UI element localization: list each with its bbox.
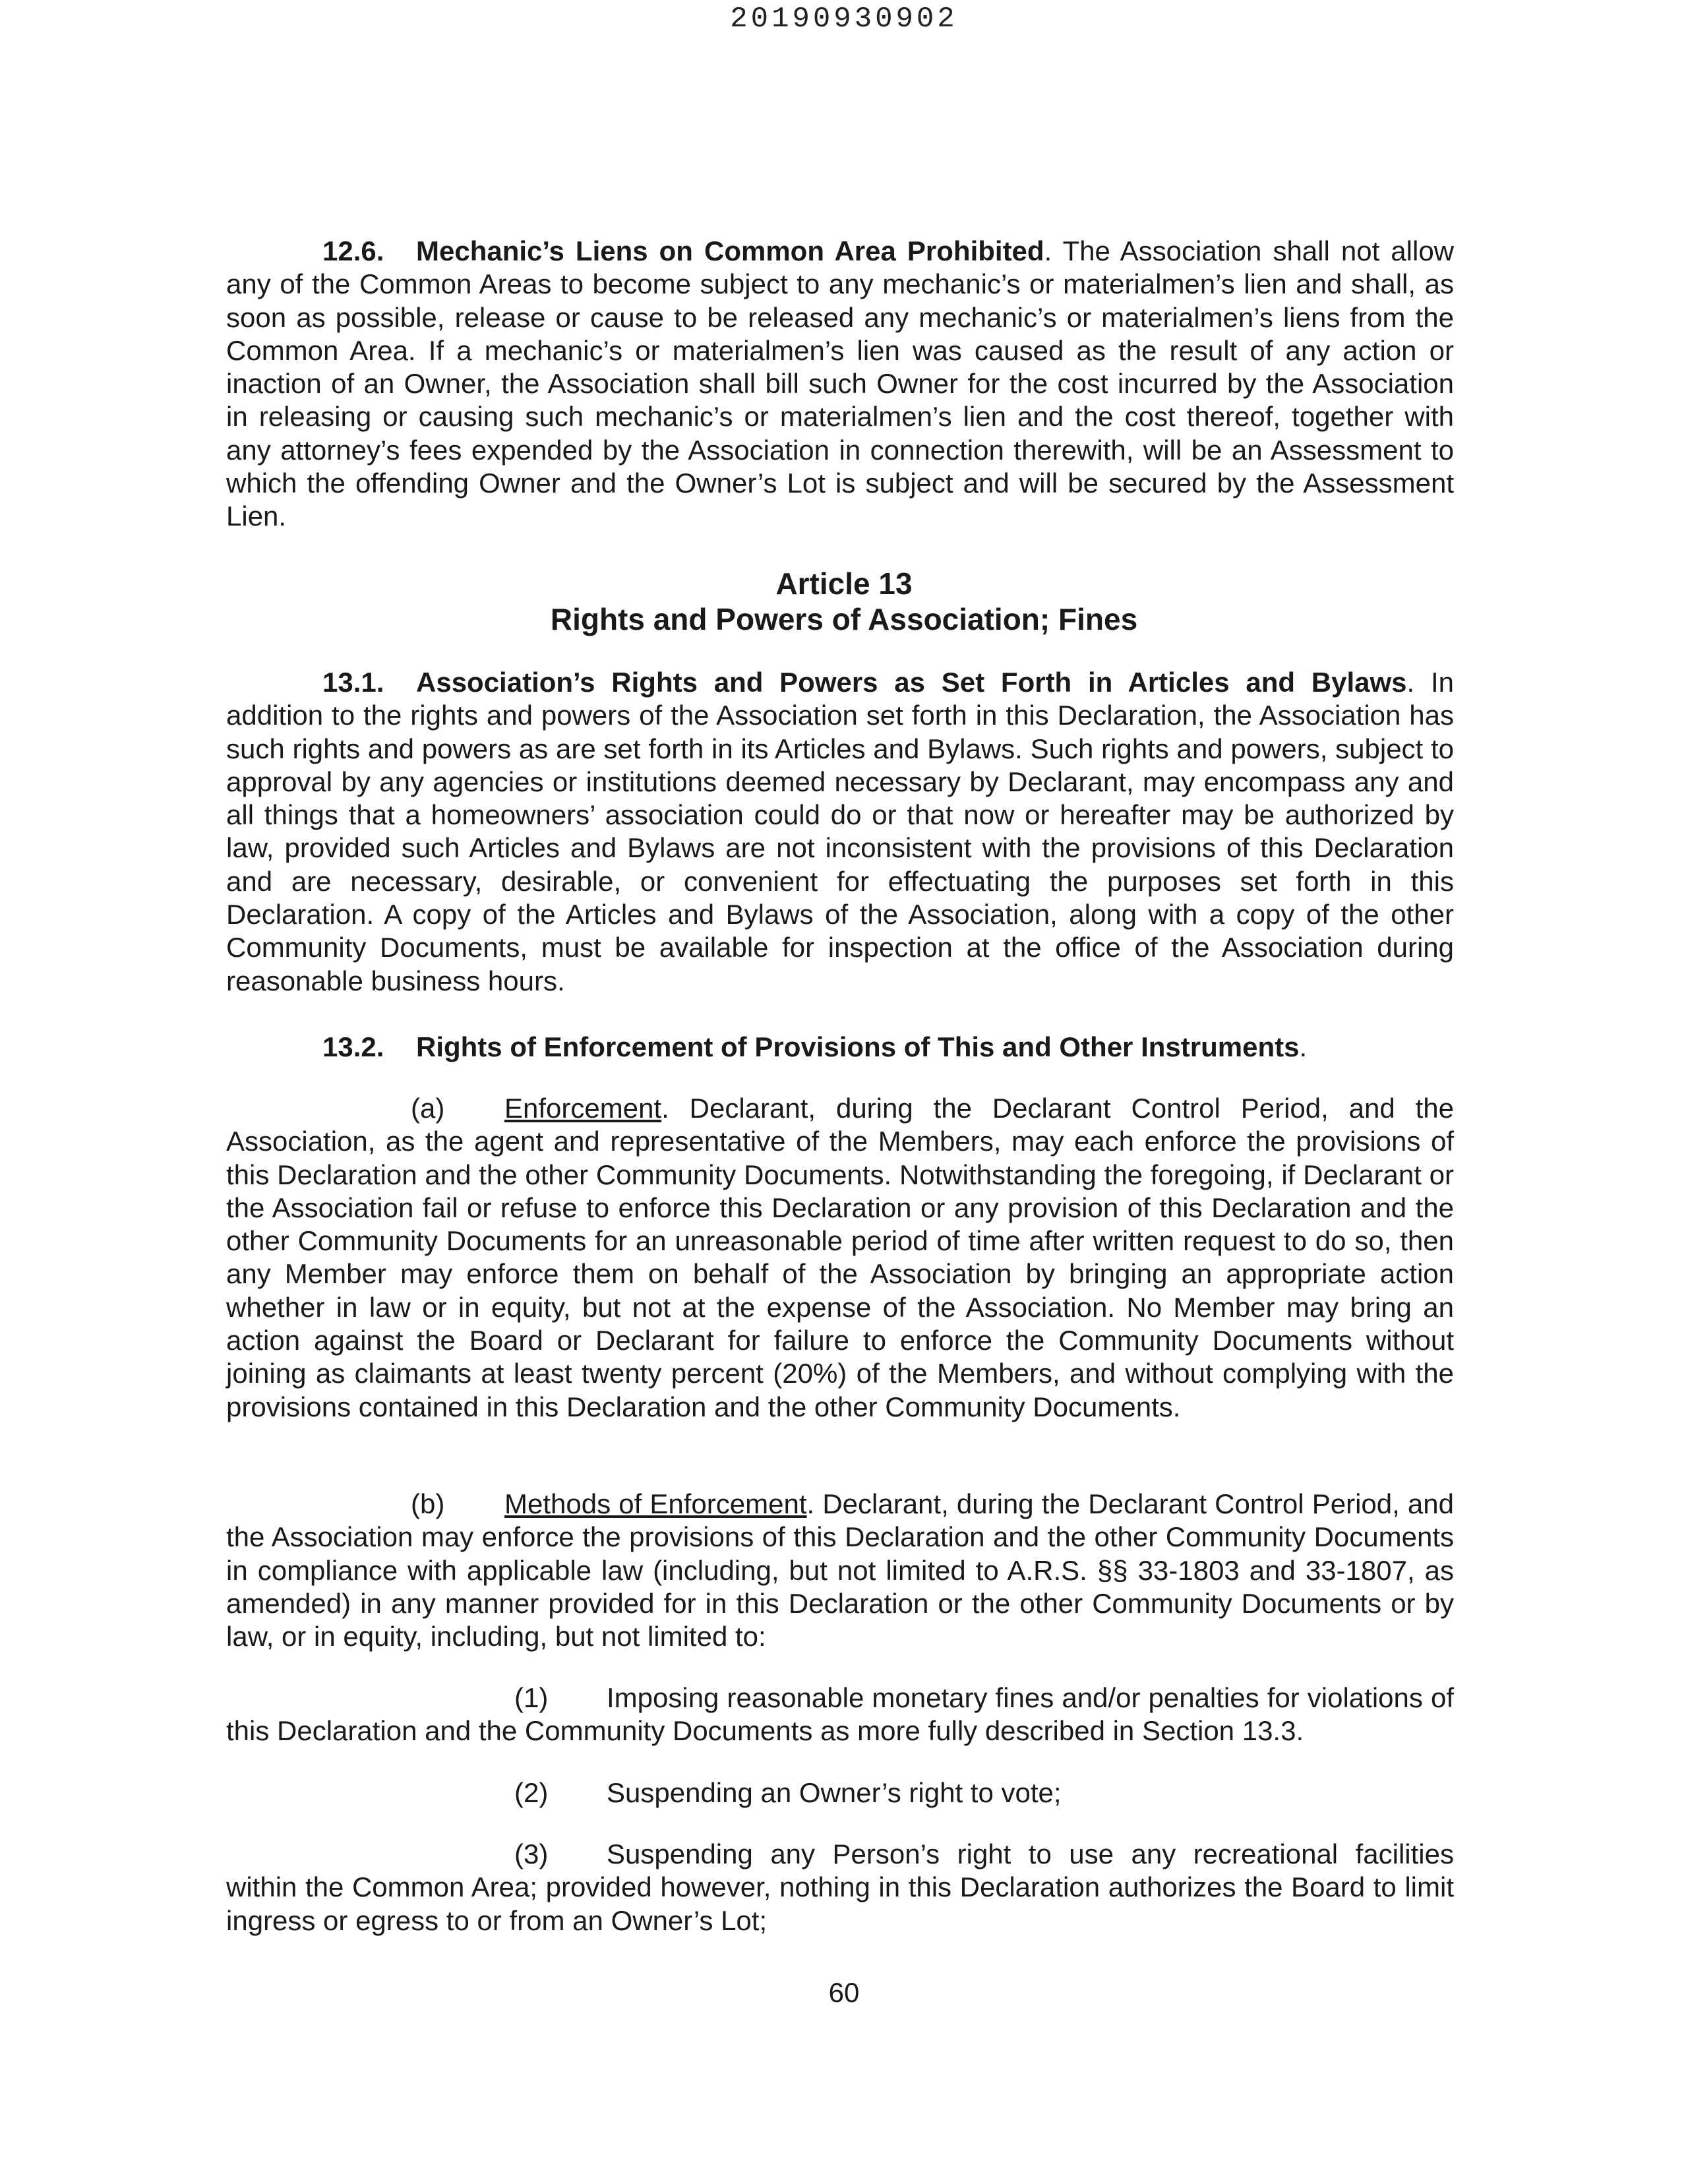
subsection-body: . Declarant, during the Declarant Control Period, and the Association, as the agent and representative of the Members, may each enforce the provisions of this Declaration and the other Community Documents. Notwithstanding the foregoing, if Declarant or the Association fail or refuse to enforce this Declaration or any provision of this Declaration and the other Community Documents for an unreasonable period of time after written request to do so, then any Member may enforce them on behalf of the Association by bringing an appropriate action whether in law or in equity, but not at the expense of the Association. No Member may bring an action against the Board or Declarant for failure to enforce the Community Documents without joining as claimants at least twenty percent (20%) of the Members, and without complying with the provisions contained in this Declaration and the other Community Documents. — [226, 1093, 1454, 1422]
subsection-b-paragraph — [226, 1488, 1454, 1653]
section-12-6-paragraph — [226, 235, 1454, 533]
section-13-2-heading — [226, 1031, 1454, 1064]
section-13-1-paragraph — [226, 666, 1454, 998]
list-item — [226, 1776, 1454, 1809]
article-heading: Article 13 — [775, 566, 913, 601]
subsection-label: (b) — [411, 1488, 445, 1519]
list-item-text: Imposing reasonable monetary fines and/or penalties for violations of this Declaration and the Community Documents as more fully described in Section 13.3. — [226, 1682, 1454, 1747]
list-item — [226, 1838, 1454, 1937]
subsection-label: (a) — [411, 1093, 445, 1124]
subsection-title: Enforcement — [504, 1093, 662, 1124]
section-title: Mechanic’s Liens on Common Area Prohibited — [416, 235, 1044, 266]
section-title-end: . — [1299, 1031, 1308, 1062]
subsection-a-paragraph — [226, 1092, 1454, 1424]
article-subheading: Rights and Powers of Association; Fines — [550, 602, 1138, 636]
recording-number: 20190930902 — [730, 3, 958, 36]
section-body: . The Association shall not allow any of the Common Areas to become subject to any mechanic’s or materialmen’s lien and shall, as soon as possible, release or cause to be released any mechanic’s or materialmen’s liens from the Common Area. If a mechanic’s or materialmen’s lien was caused as the result of any action or inaction of an Owner, the Association shall bill such Owner for the cost incurred by the Association in releasing or causing such mechanic’s or materialmen’s lien and the cost thereof, together with any attorney’s fees expended by the Association in connection therewith, will be an Assessment to which the offending Owner and the Owner’s Lot is subject and will be secured by the Assessment Lien. — [226, 235, 1455, 532]
section-title: Association’s Rights and Powers as Set Forth in Articles and Bylaws — [416, 667, 1407, 698]
list-item-label: (3) — [514, 1838, 549, 1869]
section-body: . In addition to the rights and powers of the Association set forth in this Declaration, the Association has such rights and powers as are set forth in its Articles and Bylaws. Such rights and powers, subject to approval by any agencies or institutions deemed necessary by Declarant, may encompass any and all things that a homeowners’ association could do or that now or hereafter may be authorized by law, provided such Articles and Bylaws are not inconsistent with the provisions of this Declaration and are necessary, desirable, or convenient for effectuating the purposes set forth in this Declaration. A copy of the Articles and Bylaws of the Association, along with a copy of the other Community Documents, must be available for inspection at the office of the Association during reasonable business hours. — [226, 667, 1454, 996]
subsection-body: . Declarant, during the Declarant Control Period, and the Association may enforce the provisions of this Declaration and the other Community Documents in compliance with applicable law (including, but not limited to A.R.S. §§ 33-1803 and 33-1807, as amended) in any manner provided for in this Declaration or the other Community Documents or by law, or in equity, including, but not limited to: — [226, 1488, 1454, 1653]
section-title: Rights of Enforcement of Provisions of This and Other Instruments — [416, 1031, 1300, 1062]
subsection-title: Methods of Enforcement — [504, 1488, 807, 1519]
page-number: 60 — [828, 1977, 860, 2008]
section-number: 13.2. — [322, 1031, 384, 1062]
list-item-text: Suspending any Person’s right to use any recreational facilities within the Common Area; provided however, nothing in this Declaration authorizes the Board to limit ingress or egress to or from an Owner’s Lot; — [226, 1838, 1454, 1936]
section-number: 12.6. — [322, 235, 384, 266]
section-number: 13.1. — [322, 667, 384, 698]
list-item-label: (1) — [514, 1682, 549, 1713]
list-item-text: Suspending an Owner’s right to vote; — [607, 1777, 1062, 1808]
list-item-label: (2) — [514, 1777, 549, 1808]
list-item — [226, 1682, 1454, 1748]
